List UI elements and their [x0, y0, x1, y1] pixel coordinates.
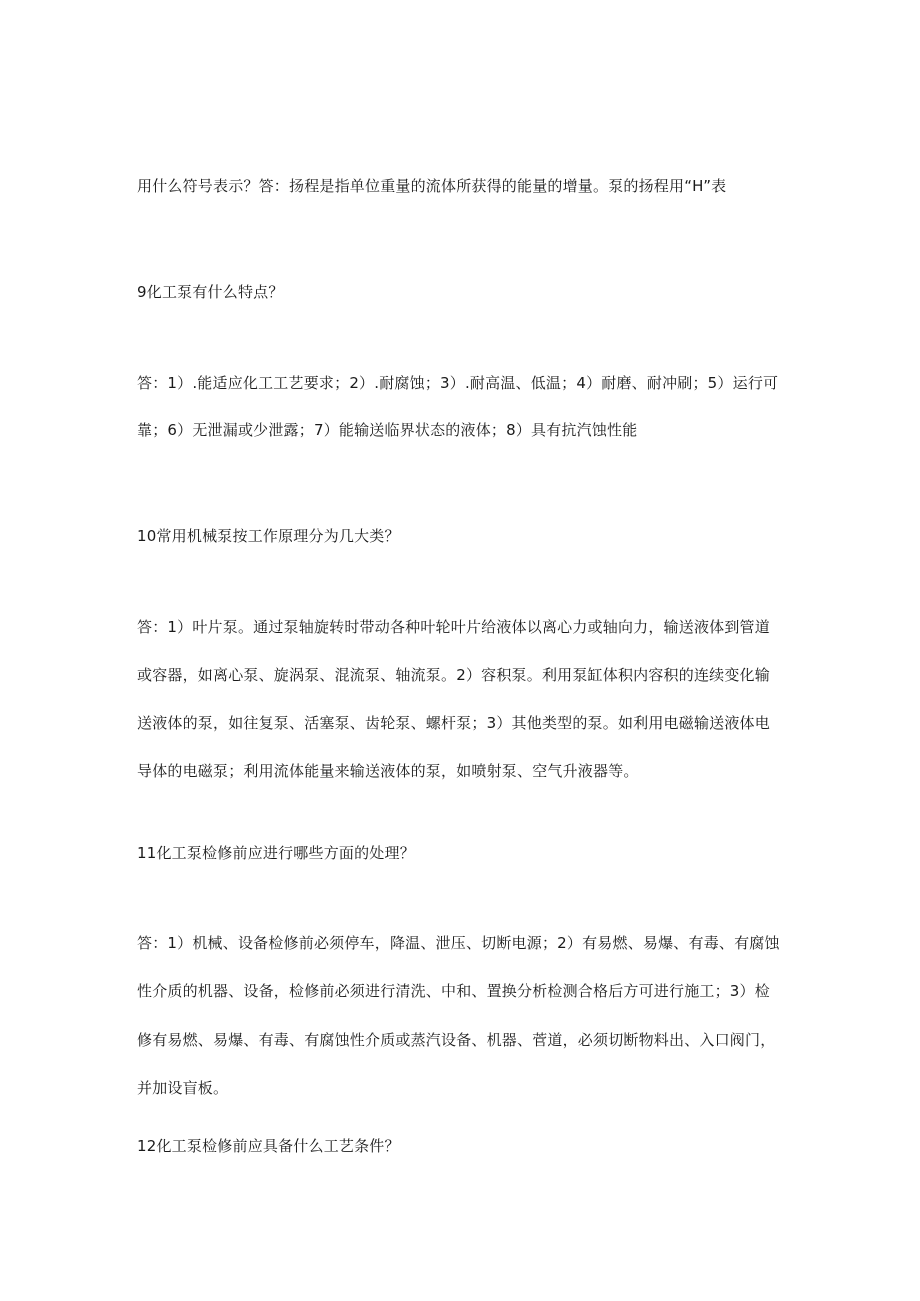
answer-11-line-2: 性介质的机器、设备，检修前必须进行清洗、中和、置换分析检测合格后方可进行施工；3）检: [137, 982, 770, 1000]
answer-10-line-2: 或容器，如离心泵、旋涡泵、混流泵、轴流泵。2）容积泵。利用泵缸体积内容积的连续变化输: [137, 666, 770, 684]
answer-10-line-3: 送液体的泵，如往复泵、活塞泵、齿轮泵、螺杆泵；3）其他类型的泵。如利用电磁输送液体电: [137, 714, 770, 732]
answer-9-line-1: 答：1）.能适应化工工艺要求；2）.耐腐蚀；3）.耐高温、低温；4）耐磨、耐冲刷；5）运行可: [137, 374, 779, 392]
answer-11-line-4: 并加设盲板。: [137, 1079, 229, 1097]
question-11: 11化工泵检修前应进行哪些方面的处理？: [137, 844, 415, 862]
text-line-head-answer: 用什么符号表示？答：扬程是指单位重量的流体所获得的能量的增量。泵的扬程用“H”表: [137, 177, 727, 195]
answer-11-line-1: 答：1）机械、设备检修前必须停车，降温、泄压、切断电源；2）有易燃、易爆、有毒、有腐蚀: [137, 934, 780, 952]
answer-10-line-1: 答：1）叶片泵。通过泵轴旋转时带动各种叶轮叶片给液体以离心力或轴向力，输送液体到管道: [137, 618, 770, 636]
question-12: 12化工泵检修前应具备什么工艺条件？: [137, 1137, 400, 1155]
question-10: 10常用机械泵按工作原理分为几大类？: [137, 527, 400, 545]
question-9: 9化工泵有什么特点？: [137, 283, 284, 301]
answer-10-line-4: 导体的电磁泵；利用流体能量来输送液体的泵，如喷射泵、空气升液器等。: [137, 762, 639, 780]
answer-11-line-3: 修有易燃、易爆、有毒、有腐蚀性介质或蒸汽设备、机器、菅道，必须切断物料出、入口阀门，: [137, 1031, 776, 1049]
answer-9-line-2: 靠；6）无泄漏或少泄露；7）能输送临界状态的液体；8）具有抗汽蚀性能: [137, 421, 638, 439]
